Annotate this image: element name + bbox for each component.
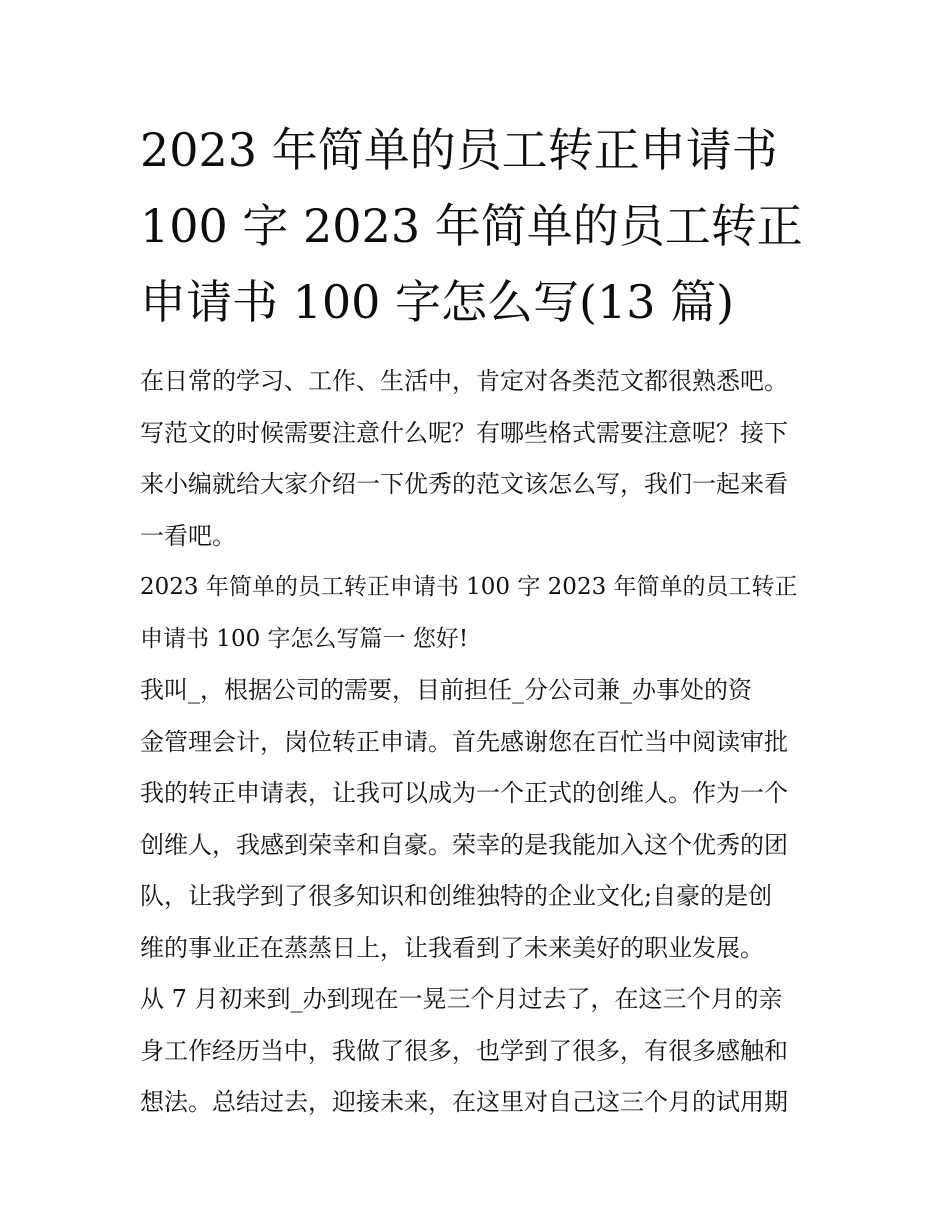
section-heading	[140, 562, 812, 665]
text-line: 从 7 月初来到_办到现在一晃三个月过去了，在这三个月的亲	[140, 985, 783, 1013]
text-line: 申请书 100 字怎么写篇一 您好!	[140, 625, 469, 652]
text-line: 我的转正申请表，让我可以成为一个正式的创维人。作为一个	[140, 779, 788, 807]
text-line: 我叫_，根据公司的需要，目前担任_分公司兼_办事处的资	[140, 676, 752, 704]
title-line: 2023 年简单的员工转正申请书	[140, 123, 778, 177]
text-line: 写范文的时候需要注意什么呢？有哪些格式需要注意呢？接下	[140, 418, 788, 447]
text-line: 在日常的学习、工作、生活中，肯定对各类范文都很熟悉吧。	[140, 367, 788, 395]
title-line: 申请书 100 字怎么写(13 篇)	[140, 275, 735, 329]
text-line: 身工作经历当中，我做了很多，也学到了很多，有很多感触和	[140, 1036, 788, 1065]
document-title	[140, 112, 812, 340]
text-line: 维的事业正在蒸蒸日上，让我看到了未来美好的职业发展。	[140, 933, 764, 962]
text-line: 想法。总结过去，迎接未来，在这里对自己这三个月的试用期	[140, 1088, 788, 1116]
title-line: 100 字 2023 年简单的员工转正	[140, 199, 803, 253]
document-page	[140, 112, 812, 1129]
text-line: 来小编就给大家介绍一下优秀的范文该怎么写，我们一起来看	[140, 470, 788, 498]
text-line: 2023 年简单的员工转正申请书 100 字 2023 年简单的员工转正	[140, 574, 798, 600]
intro-paragraph	[140, 356, 812, 562]
text-line: 队，让我学到了很多知识和创维独特的企业文化;自豪的是创	[140, 882, 773, 910]
document-body	[140, 356, 812, 1129]
body-paragraph	[140, 974, 812, 1129]
text-line: 创维人，我感到荣幸和自豪。荣幸的是我能加入这个优秀的团	[140, 830, 788, 859]
body-paragraph	[140, 665, 812, 974]
text-line: 金管理会计，岗位转正申请。首先感谢您在百忙当中阅读审批	[140, 727, 788, 756]
text-line: 一看吧。	[140, 521, 236, 550]
